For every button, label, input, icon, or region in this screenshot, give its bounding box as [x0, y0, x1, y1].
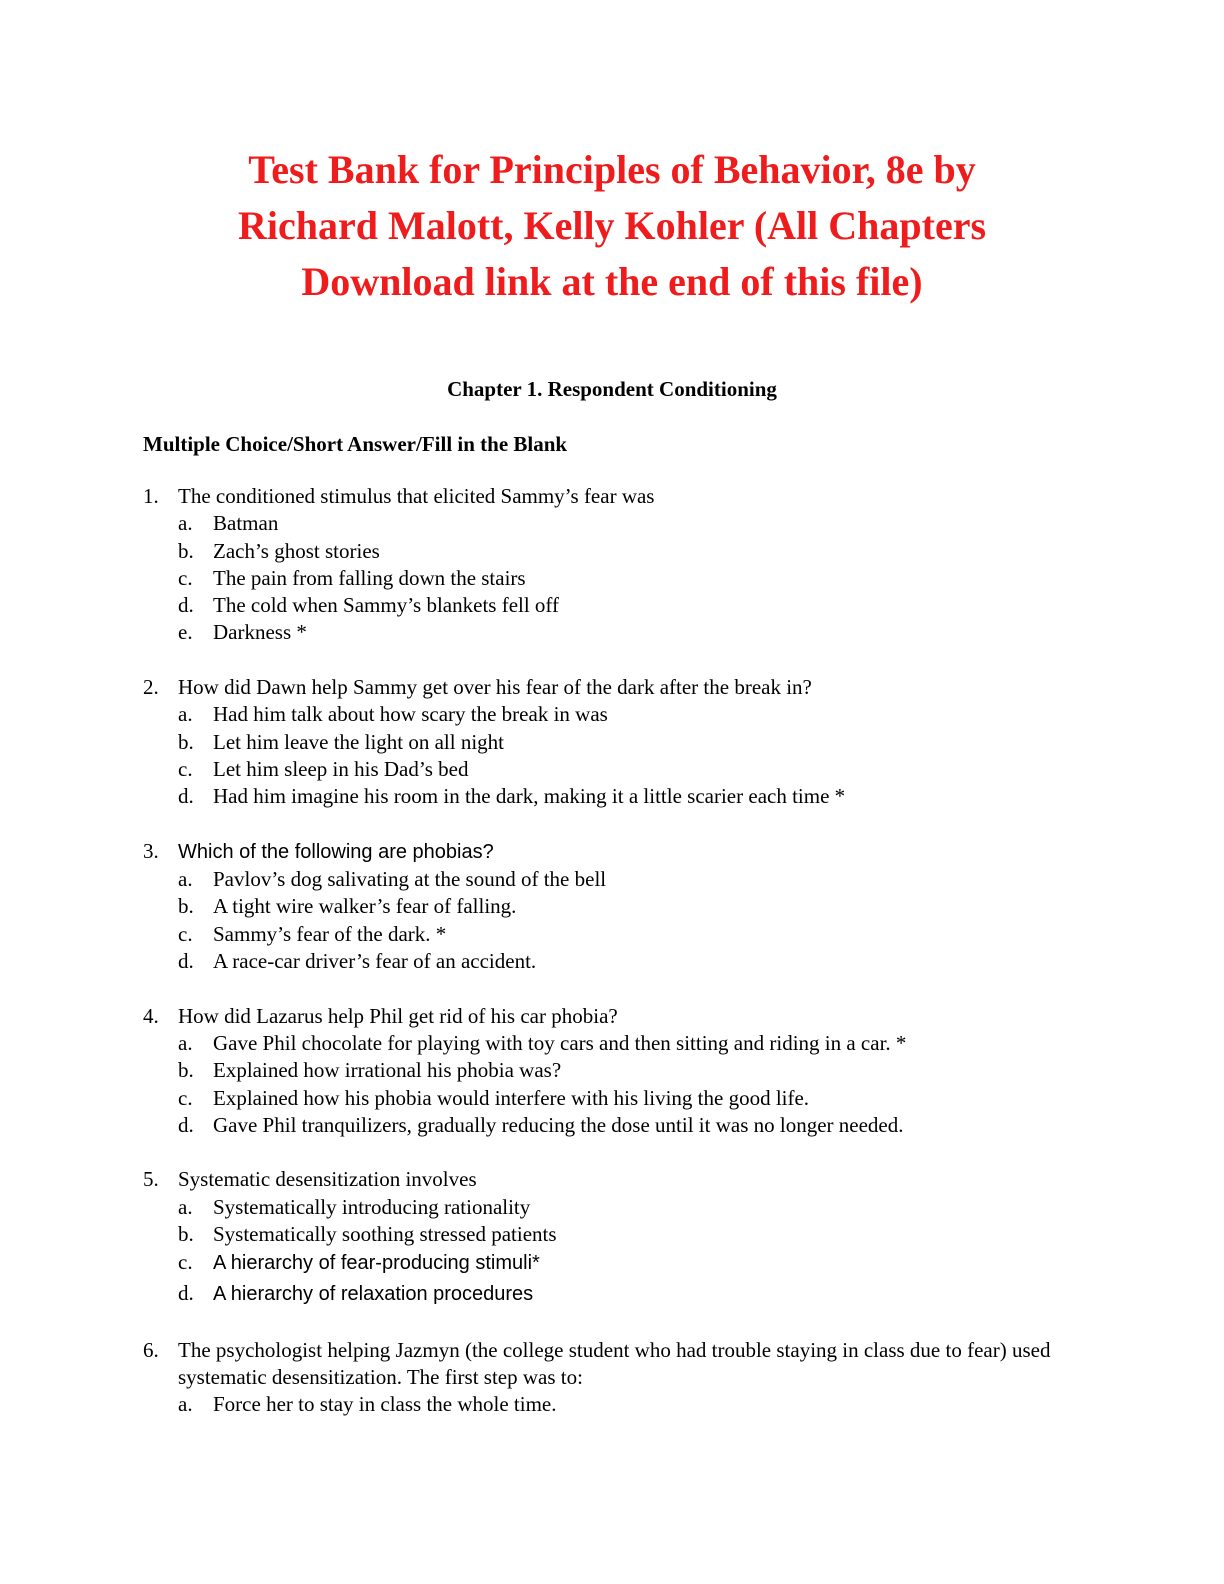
option-letter: c.: [178, 565, 193, 590]
question-list: [143, 483, 1083, 1446]
option-letter: b.: [178, 1058, 194, 1083]
answer-option: [178, 948, 1083, 975]
option-letter: a.: [178, 1194, 193, 1219]
question-stem: [143, 1166, 1083, 1193]
option-letter: c.: [178, 1085, 193, 1110]
option-letter: d.: [178, 1112, 194, 1137]
option-letter: a.: [178, 702, 193, 727]
question: [143, 674, 1083, 810]
option-text: Force her to stay in class the whole time.: [213, 1392, 557, 1417]
question-number: 1.: [143, 484, 159, 508]
answer-options: [143, 701, 1083, 810]
option-letter: c.: [178, 921, 193, 946]
answer-option: [178, 592, 1083, 619]
option-text: Sammy’s fear of the dark. *: [213, 921, 447, 946]
answer-option: [178, 1221, 1083, 1248]
answer-option: [178, 565, 1083, 592]
question-number: 2.: [143, 675, 159, 700]
option-letter: b.: [178, 1222, 194, 1247]
option-letter: a.: [178, 867, 193, 892]
question: [143, 1337, 1083, 1419]
section-heading: Multiple Choice/Short Answer/Fill in the Blank: [143, 432, 568, 456]
answer-options: [143, 1391, 1083, 1418]
option-letter: e.: [178, 620, 193, 645]
answer-option: [178, 510, 1083, 537]
option-text: Had him talk about how scary the break in was: [213, 702, 608, 727]
question-text: The psychologist helping Jazmyn (the college student who had trouble staying in class due to fear) used systematic desensitization. The first step was to:: [178, 1337, 1051, 1389]
option-text: Gave Phil chocolate for playing with toy cars and then sitting and riding in a car. *: [213, 1030, 907, 1055]
option-text: Pavlov’s dog salivating at the sound of the bell: [213, 867, 607, 892]
question-stem: [143, 674, 1083, 701]
answer-option: [178, 1248, 1083, 1279]
answer-option: [178, 1057, 1083, 1084]
question-text: Systematic desensitization involves: [178, 1167, 477, 1192]
answer-option: [178, 866, 1083, 893]
question-text: How did Lazarus help Phil get rid of his car phobia?: [178, 1003, 618, 1028]
question: [143, 1003, 1083, 1139]
answer-option: [178, 1391, 1083, 1418]
answer-options: [143, 1030, 1083, 1139]
question-text: How did Dawn help Sammy get over his fear of the dark after the break in?: [178, 675, 812, 700]
answer-option: [178, 756, 1083, 783]
question-stem: [143, 1003, 1083, 1030]
option-text: Zach’s ghost stories: [213, 538, 380, 563]
answer-option: [178, 783, 1083, 810]
question-number: 6.: [143, 1337, 159, 1362]
option-text: Darkness *: [213, 620, 307, 645]
option-letter: d.: [178, 949, 194, 974]
answer-option: [178, 1279, 1083, 1310]
option-text: A race-car driver’s fear of an accident.: [213, 949, 537, 974]
question: [143, 483, 1083, 647]
option-text: Had him imagine his room in the dark, making it a little scarier each time *: [213, 784, 846, 809]
answer-option: [178, 619, 1083, 646]
answer-option: [178, 729, 1083, 756]
option-letter: d.: [178, 784, 194, 809]
option-text: Systematically soothing stressed patients: [213, 1222, 557, 1247]
question-stem: [143, 1337, 1083, 1392]
answer-option: [178, 1194, 1083, 1221]
option-text: Systematically introducing rationality: [213, 1194, 531, 1219]
option-letter: c.: [178, 756, 193, 781]
option-letter: c.: [178, 1250, 193, 1275]
document-title: [0, 142, 1224, 310]
option-letter: a.: [178, 1030, 193, 1055]
option-text: The pain from falling down the stairs: [213, 565, 526, 590]
question-number: 5.: [143, 1167, 159, 1192]
chapter-heading: Chapter 1. Respondent Conditioning: [447, 377, 777, 401]
answer-option: [178, 1085, 1083, 1112]
title-line: Richard Malott, Kelly Kohler (All Chapters: [237, 203, 987, 248]
option-text: The cold when Sammy’s blankets fell off: [213, 593, 560, 618]
option-text: A tight wire walker’s fear of falling.: [213, 894, 517, 919]
option-letter: d.: [178, 593, 194, 618]
option-letter: b.: [178, 538, 194, 563]
option-letter: b.: [178, 894, 194, 919]
option-text: Let him leave the light on all night: [213, 729, 505, 754]
answer-options: [143, 510, 1083, 646]
option-letter: a.: [178, 511, 193, 536]
answer-option: [178, 1030, 1083, 1057]
question: [143, 1166, 1083, 1309]
option-text: Batman: [213, 511, 279, 536]
option-text: Explained how irrational his phobia was?: [213, 1058, 562, 1083]
question-text: The conditioned stimulus that elicited Sammy’s fear was: [178, 484, 655, 508]
option-letter: a.: [178, 1392, 193, 1417]
answer-option: [178, 701, 1083, 728]
answer-option: [178, 921, 1083, 948]
question-number: 3.: [143, 838, 159, 863]
title-line: Test Bank for Principles of Behavior, 8e by: [248, 147, 976, 192]
option-text: Let him sleep in his Dad’s bed: [213, 756, 469, 781]
option-text: A hierarchy of fear-producing stimuli*: [213, 1252, 540, 1275]
question-text: Which of the following are phobias?: [178, 840, 494, 863]
question-number: 4.: [143, 1003, 159, 1028]
option-letter: d.: [178, 1280, 194, 1305]
option-text: Explained how his phobia would interfere with his living the good life.: [213, 1085, 810, 1110]
answer-option: [178, 1112, 1083, 1139]
answer-option: [178, 538, 1083, 565]
question: [143, 838, 1083, 975]
question-stem: [143, 483, 1083, 510]
option-text: A hierarchy of relaxation procedures: [213, 1282, 534, 1305]
title-line: Download link at the end of this file): [301, 259, 923, 304]
question-stem: [143, 838, 1083, 866]
answer-options: [143, 1194, 1083, 1310]
answer-options: [143, 866, 1083, 975]
option-letter: b.: [178, 729, 194, 754]
answer-option: [178, 893, 1083, 920]
option-text: Gave Phil tranquilizers, gradually reducing the dose until it was no longer needed.: [213, 1112, 904, 1137]
